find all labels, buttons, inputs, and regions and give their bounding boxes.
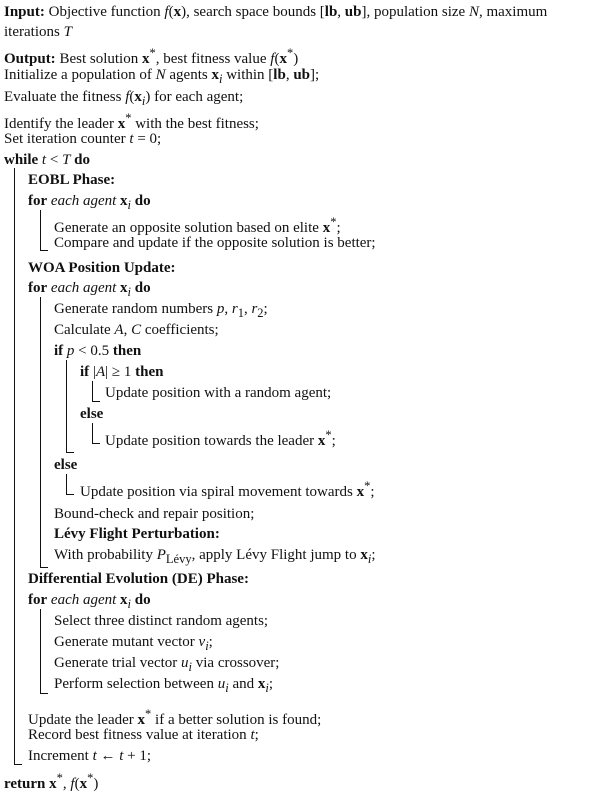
if-a-scope-line [92,381,93,401]
algorithm-line-11: Generate an opposite solution based on elite x*; [54,215,341,236]
algorithm-line-36: return x*, f(x*) [4,771,99,792]
algorithm-line-4: Initialize a population of N agents $x_i$ within [lb, ub]; [4,67,320,86]
algorithm-line-24: Bound-check and repair position; [54,506,255,522]
algorithm-line-26: With probability $P_{Lévy}$, apply Lévy Flight jump to $x_i$; [54,547,376,566]
algorithm-line-1: Input: Objective function f(x), search space bounds [lb, ub], population size N, maximum [4,4,548,20]
algorithm-line-22: else [54,457,78,473]
algorithm-line-25: Lévy Flight Perturbation: [54,526,220,542]
if-p-scope-tick [66,452,74,453]
algorithm-line-28: for each agent $x_i$ do [28,592,151,611]
algorithm-line-34: Record best fitness value at iteration t; [28,727,259,743]
algorithm-line-30: Generate mutant vector $v_i$; [54,634,213,653]
de-for-scope-tick [40,693,48,694]
algorithm-line-35: Increment t ← t + 1; [28,748,152,764]
algorithm-line-32: Perform selection between $u_i$ and $x_i$; [54,676,274,695]
algorithm-line-10: for each agent $x_i$ do [28,193,151,212]
algorithm-line-14: for each agent $x_i$ do [28,280,151,299]
algorithm-line-17: if p < 0.5 then [54,343,142,359]
while-scope-line [14,168,15,764]
algorithm-line-2: iterations T [4,24,72,40]
else-a-scope-tick [92,443,100,444]
eobl-for-scope-line [40,210,41,250]
if-a-scope-tick [92,401,100,402]
algorithm-line-19: Update position with a random agent; [105,385,332,401]
while-scope-tick [14,764,22,765]
algorithm-line-18: if |A| ≥ 1 then [80,364,164,380]
algorithm-line-5: Evaluate the fitness $f(x_i)$ for each agent; [4,89,244,108]
if-p-scope-line [66,360,67,452]
algorithm-line-13: WOA Position Update: [28,260,176,276]
algorithm-line-20: else [80,406,104,422]
algorithm-line-9: EOBL Phase: [28,172,116,188]
algorithm-line-16: Calculate A, C coefficients; [54,322,219,338]
algorithm-line-31: Generate trial vector $u_i$ via crossover; [54,655,280,674]
algorithm-line-27: Differential Evolution (DE) Phase: [28,571,249,587]
else-a-scope-line [92,423,93,443]
algorithm-line-29: Select three distinct random agents; [54,613,269,629]
else-p-scope-tick [66,494,74,495]
woa-for-scope-tick [40,567,48,568]
algorithm-line-23: Update position via spiral movement towards x*; [80,479,375,500]
algorithm-line-21: Update position towards the leader x*; [105,428,336,449]
algorithm-line-8: while t < T do [4,152,90,168]
de-for-scope-line [40,609,41,693]
algorithm-line-6: Identify the leader x* with the best fitness; [4,111,259,132]
else-p-scope-line [66,474,67,494]
algorithm-line-3: Output: Best solution x*, best fitness value f(x*) [4,46,299,67]
woa-for-scope-line [40,297,41,567]
algorithm-line-12: Compare and update if the opposite solution is better; [54,235,376,251]
eobl-for-scope-tick [40,250,48,251]
algorithm-line-33: Update the leader x* if a better solution is found; [28,707,322,728]
algorithm-line-7: Set iteration counter t = 0; [4,131,162,147]
algorithm-line-15: Generate random numbers p, $r_1$, $r_2$; [54,301,268,320]
